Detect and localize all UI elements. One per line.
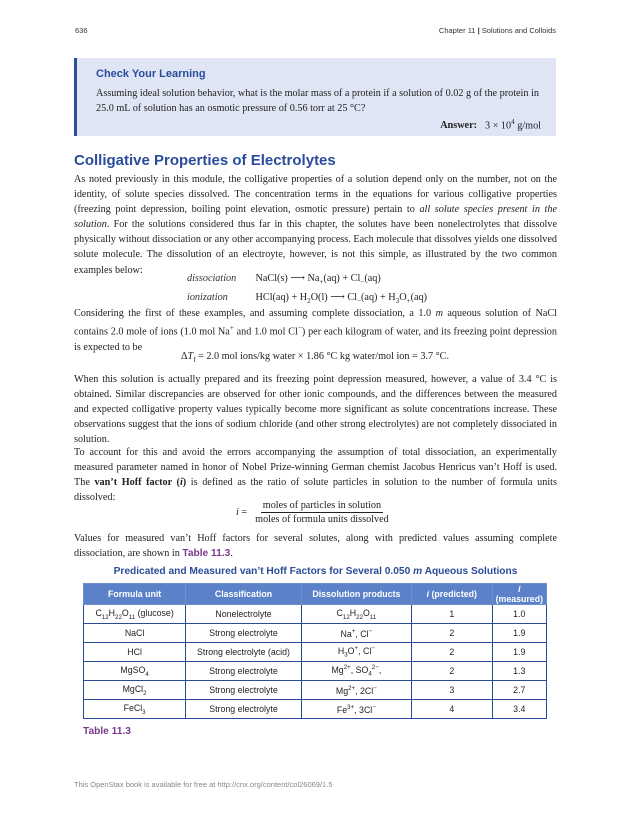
- measured-cell: 3.4: [492, 700, 546, 719]
- answer-label: Answer:: [440, 120, 477, 132]
- products-cell: $Fe^{3+}$, 3Cl−: [301, 700, 411, 719]
- classification-cell: Strong electrolyte (acid): [186, 643, 302, 662]
- p1-text-b: . For the solutions considered thus far in this chapter, the solutes have been nonelectrolytes that dissolve physically without dissociation or any other accompanying process. Each molecule that dissolves yields one dissolved solute molecule. The dissolution of an electroyte, however, is not this simple, as illustrated by the two common examples below:: [74, 219, 557, 276]
- table-row: [84, 700, 547, 719]
- predicted-cell: 1: [411, 605, 492, 624]
- p2-molality: m: [435, 308, 443, 319]
- p1-text-a: As noted previously in this module, the colligative properties of a solution depend only on the number, not on the identity, of solute species dissolved. The concentration terms in the equations for various colligative properties (freezing point depression, boiling point elevation, osmotic pressure) pertain to: [74, 174, 557, 216]
- formula-cell: FeCl$_3$: [84, 700, 186, 719]
- vant-hoff-term: van’t Hoff factor: [94, 477, 172, 489]
- products-cell: $H_3O^+$, Cl−: [301, 643, 411, 662]
- paragraph-discrepancy: When this solution is actually prepared and its freezing point depression measured, however, a value of 3.4 °C is obtained. Similar discrepancies are observed for other ionic compounds, and the differences between the measured and expected colligative property values typically become more significant as solute concentrations increase. These observations suggest that the ions of sodium chloride (and other strong electrolytes) are not completely dissociated in solution.: [74, 374, 557, 446]
- caption-text-a: Predicated and Measured van’t Hoff Factors for Several 0.050: [113, 566, 414, 577]
- answer-value: 3 × 10: [484, 120, 512, 132]
- header-predicted: i (predicted): [411, 584, 492, 605]
- predicted-cell: 2: [411, 643, 492, 662]
- classification-cell: Strong electrolyte: [186, 700, 302, 719]
- products-cell: $Mg^{2+}$, 2Cl−: [301, 681, 411, 700]
- p4-text-a: To account for this and avoid the errors accompanying the assumption of total dissociation, an experimentally measured parameter named in honor of Nobel Prize-winning German chemist Jacobus Henricus van’t Hoff is used. The: [74, 447, 557, 489]
- table-row: [84, 662, 547, 681]
- caption-text-b: Aqueous Solutions: [422, 566, 518, 577]
- formula-cell: HCl: [84, 643, 186, 662]
- answer-unit: g/mol: [514, 120, 541, 132]
- freezing-equation-text: = 2.0 mol ions/kg water × 1.86 °C kg water/mol ion = 3.7 °C.: [198, 351, 450, 362]
- check-your-learning-title: Check Your Learning: [96, 68, 206, 80]
- p2-text-b: aqueous solution of NaCl contains 2.0 mole of ions (1.0 mol Na: [74, 308, 557, 338]
- header-separator: |: [477, 26, 480, 35]
- p5-text-a: Values for measured van’t Hoff factors for several solutes, along with predicted values assuming complete dissociation, are shown in: [74, 533, 557, 560]
- p4-text-b: is defined as the ratio of solute particles in solution to the number of formula units dissolved:: [74, 477, 557, 504]
- section-title: Colligative Properties of Electrolytes: [74, 152, 336, 169]
- answer-exponent: 4: [511, 118, 515, 126]
- predicted-cell: 3: [411, 681, 492, 700]
- equations-dissociation-ionization: [187, 271, 427, 309]
- measured-cell: 1.9: [492, 643, 546, 662]
- table-row: [84, 605, 547, 624]
- fraction: [255, 500, 389, 525]
- caption-molality: m: [413, 566, 423, 577]
- p2-text-d: ) per each kilogram of water, and its freezing point depression is expected to be: [74, 326, 557, 353]
- formula-cell: MgCl$_2$: [84, 681, 186, 700]
- table-row: [84, 643, 547, 662]
- check-your-learning-question: Assuming ideal solution behavior, what is the molar mass of a protein if a solution of 0.02 g of the protein in 25.0 mL of solution has an osmotic pressure of 0.56 torr at 25 °C?: [96, 88, 539, 114]
- products-cell: $C_{12}H_{22}O_{11}$: [301, 605, 411, 624]
- measured-cell: 1.0: [492, 605, 546, 624]
- equation-dissociation: [187, 271, 427, 290]
- ionization-label: ionization: [187, 292, 228, 304]
- paragraph-freezing: Considering the first of these examples, and assuming complete dissociation, a 1.0 m aqueous solution of NaCl contains 2.0 mole of ions (1.0 mol Na+ and 1.0 mol Cl−) per each kilogram of water, and its freezing point depression is expected to be: [74, 308, 557, 353]
- measured-cell: 2.7: [492, 681, 546, 700]
- p5-text-b: .: [230, 548, 233, 560]
- fraction-denominator: moles of formula units dissolved: [255, 514, 389, 525]
- chapter-prefix: Chapter 11: [438, 26, 476, 35]
- formula-cell: NaCl: [84, 624, 186, 643]
- fraction-numerator: moles of particles in solution: [262, 500, 382, 511]
- header-dissolution-products: Dissolution products: [301, 584, 411, 605]
- paragraph-values: [74, 531, 557, 561]
- table-label: Table 11.3: [83, 726, 131, 737]
- check-your-learning-answer: [440, 118, 541, 131]
- classification-cell: Nonelectrolyte: [186, 605, 302, 624]
- classification-cell: Strong electrolyte: [186, 681, 302, 700]
- p1-italic: all solute species present in the solution: [74, 204, 557, 231]
- footer-note: This OpenStax book is available for free at http://cnx.org/content/col26069/1.5: [74, 780, 333, 789]
- check-your-learning-box: [74, 58, 556, 136]
- measured-cell: 1.9: [492, 624, 546, 643]
- predicted-cell: 4: [411, 700, 492, 719]
- formula-cell: $C_{12}H_{22}O_{11}$ (glucose): [84, 605, 186, 624]
- dissociation-label: dissociation: [187, 273, 237, 284]
- table-header-row: [84, 584, 547, 605]
- page-number: 636: [75, 26, 88, 35]
- products-cell: $Mg^{2+}$, $SO_4^{2-}$,: [301, 662, 411, 681]
- chapter-title: Solutions and Colloids: [481, 26, 556, 35]
- ionization-equation: $HCl(aq) + H_2O(l)$ ⟶ $Cl_-(aq) + H_3O_+(aq)$: [255, 292, 427, 306]
- formula-cell: MgSO$_4$: [84, 662, 186, 681]
- predicted-cell: 2: [411, 662, 492, 681]
- header-measured: i (measured): [492, 584, 546, 605]
- table-row: [84, 681, 547, 700]
- classification-cell: Strong electrolyte: [186, 662, 302, 681]
- vant-hoff-table: [83, 583, 547, 719]
- paragraph-intro: [74, 172, 557, 278]
- equation-freezing-point: $\Delta T_f = 2.0$ mol ions/kg water × 1.86 °C kg water/mol ion = 3.7 °C.: [180, 351, 450, 365]
- dissociation-equation: NaCl(s) ⟶ $Na_+(aq) + Cl_-(aq)$: [255, 273, 381, 287]
- classification-cell: Strong electrolyte: [186, 624, 302, 643]
- measured-cell: 1.3: [492, 662, 546, 681]
- running-header: [439, 26, 556, 35]
- p2-text-a: Considering the first of these examples, and assuming complete dissociation, a 1.0: [74, 308, 436, 319]
- header-formula-unit: Formula unit: [84, 584, 186, 605]
- table-caption: [74, 566, 557, 577]
- table-row: [84, 624, 547, 643]
- p2-text-c: and 1.0 mol Cl: [233, 326, 298, 338]
- predicted-cell: 2: [411, 624, 492, 643]
- paragraph-vant-hoff: To account for this and avoid the errors accompanying the assumption of total dissociation, an experimentally measured parameter named in honor of Nobel Prize-winning German chemist Jacobus Henricus van’t Hoff is used. The van’t Hoff factor (i) is defined as the ratio of solute particles in solution to the number of formula units dissolved:: [74, 447, 557, 504]
- table-reference-link[interactable]: Table 11.3: [182, 548, 231, 560]
- header-classification: Classification: [186, 584, 302, 605]
- equation-vant-hoff-factor: i = $\frac{\text{moles of particles in solution}}{\text{moles of formula units dissolved}}$: [236, 500, 389, 525]
- products-cell: Na+, Cl−: [301, 624, 411, 643]
